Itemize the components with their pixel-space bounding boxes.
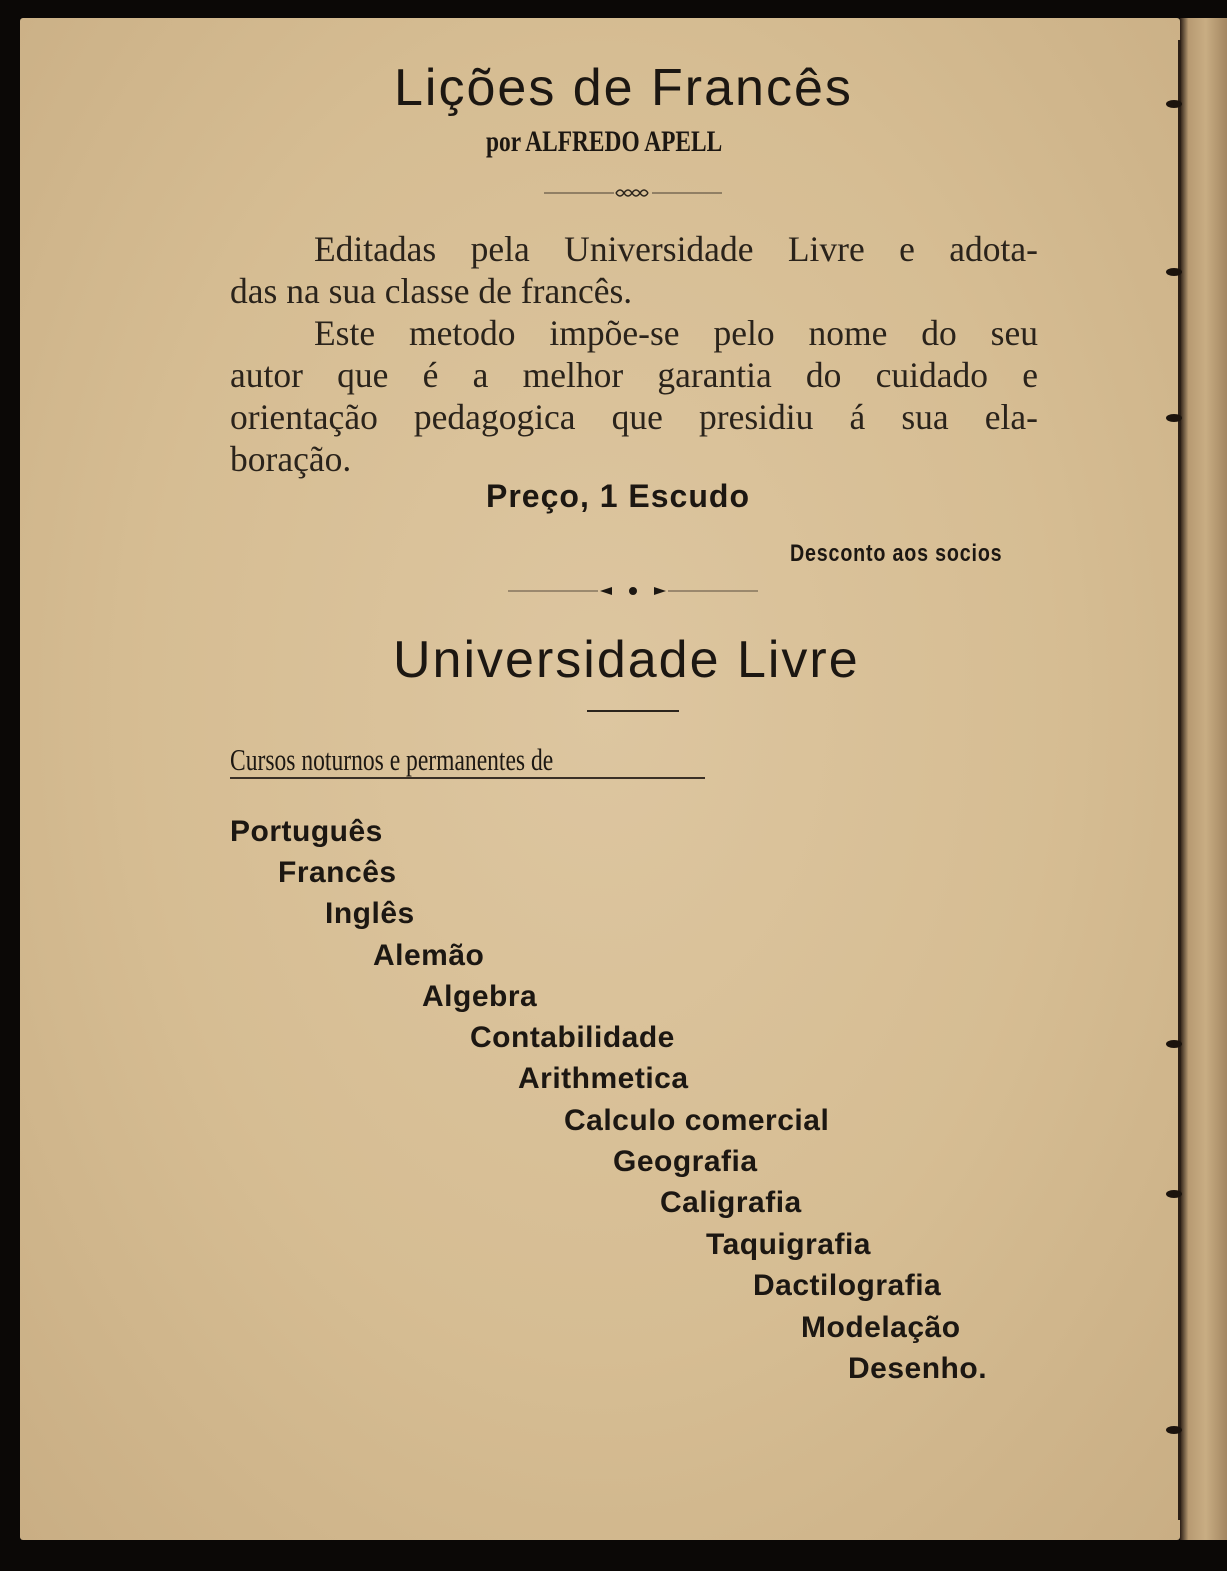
price-label: Preço, 1 Escudo	[486, 478, 750, 514]
course-item: Português	[230, 815, 383, 848]
binding-staple	[1166, 100, 1182, 108]
binding-staple	[1166, 1426, 1182, 1434]
binding-strip	[1180, 18, 1227, 1540]
course-item: Francês	[278, 856, 397, 889]
ornament-divider	[544, 186, 722, 200]
binding-staple	[1166, 1190, 1182, 1198]
spine-line	[1178, 40, 1181, 1520]
paragraph-line: das na sua classe de francês.	[230, 271, 633, 311]
binding-staple	[1166, 268, 1182, 276]
course-item: Arithmetica	[518, 1062, 689, 1095]
paragraph-line: autor que é a melhor garantia do cuidado e	[230, 355, 1038, 395]
paragraph-line: orientação pedagogica que presidiu á sua ela-	[230, 397, 1038, 437]
description-paragraph	[230, 228, 1038, 480]
main-title: Lições de Francês	[394, 59, 853, 117]
course-item: Alemão	[373, 939, 485, 972]
section-title: Universidade Livre	[393, 631, 860, 689]
courses-subtitle: Cursos noturnos e permanentes de	[230, 742, 554, 777]
course-item: Algebra	[422, 980, 538, 1013]
ornament-divider	[508, 583, 758, 599]
course-item: Desenho.	[848, 1352, 988, 1385]
paragraph-line: boração.	[230, 439, 352, 479]
author-line: por ALFREDO APELL	[486, 125, 723, 158]
subtitle-underline	[230, 777, 705, 779]
section-rule	[587, 710, 679, 712]
course-item: Contabilidade	[470, 1021, 675, 1054]
course-item: Caligrafia	[660, 1186, 802, 1219]
course-item: Modelação	[801, 1311, 961, 1344]
binding-staple	[1166, 414, 1182, 422]
course-item: Calculo comercial	[564, 1104, 830, 1137]
binding-staple	[1166, 1040, 1182, 1048]
paragraph-line: Este metodo impõe-se pelo nome do seu	[314, 313, 1038, 353]
discount-note: Desconto aos socios	[790, 540, 1003, 567]
course-item: Taquigrafia	[706, 1228, 871, 1261]
course-item: Geografia	[613, 1145, 758, 1178]
course-item: Inglês	[325, 897, 415, 930]
course-item: Dactilografia	[753, 1269, 942, 1302]
paragraph-line: Editadas pela Universidade Livre e adota-	[314, 229, 1038, 269]
